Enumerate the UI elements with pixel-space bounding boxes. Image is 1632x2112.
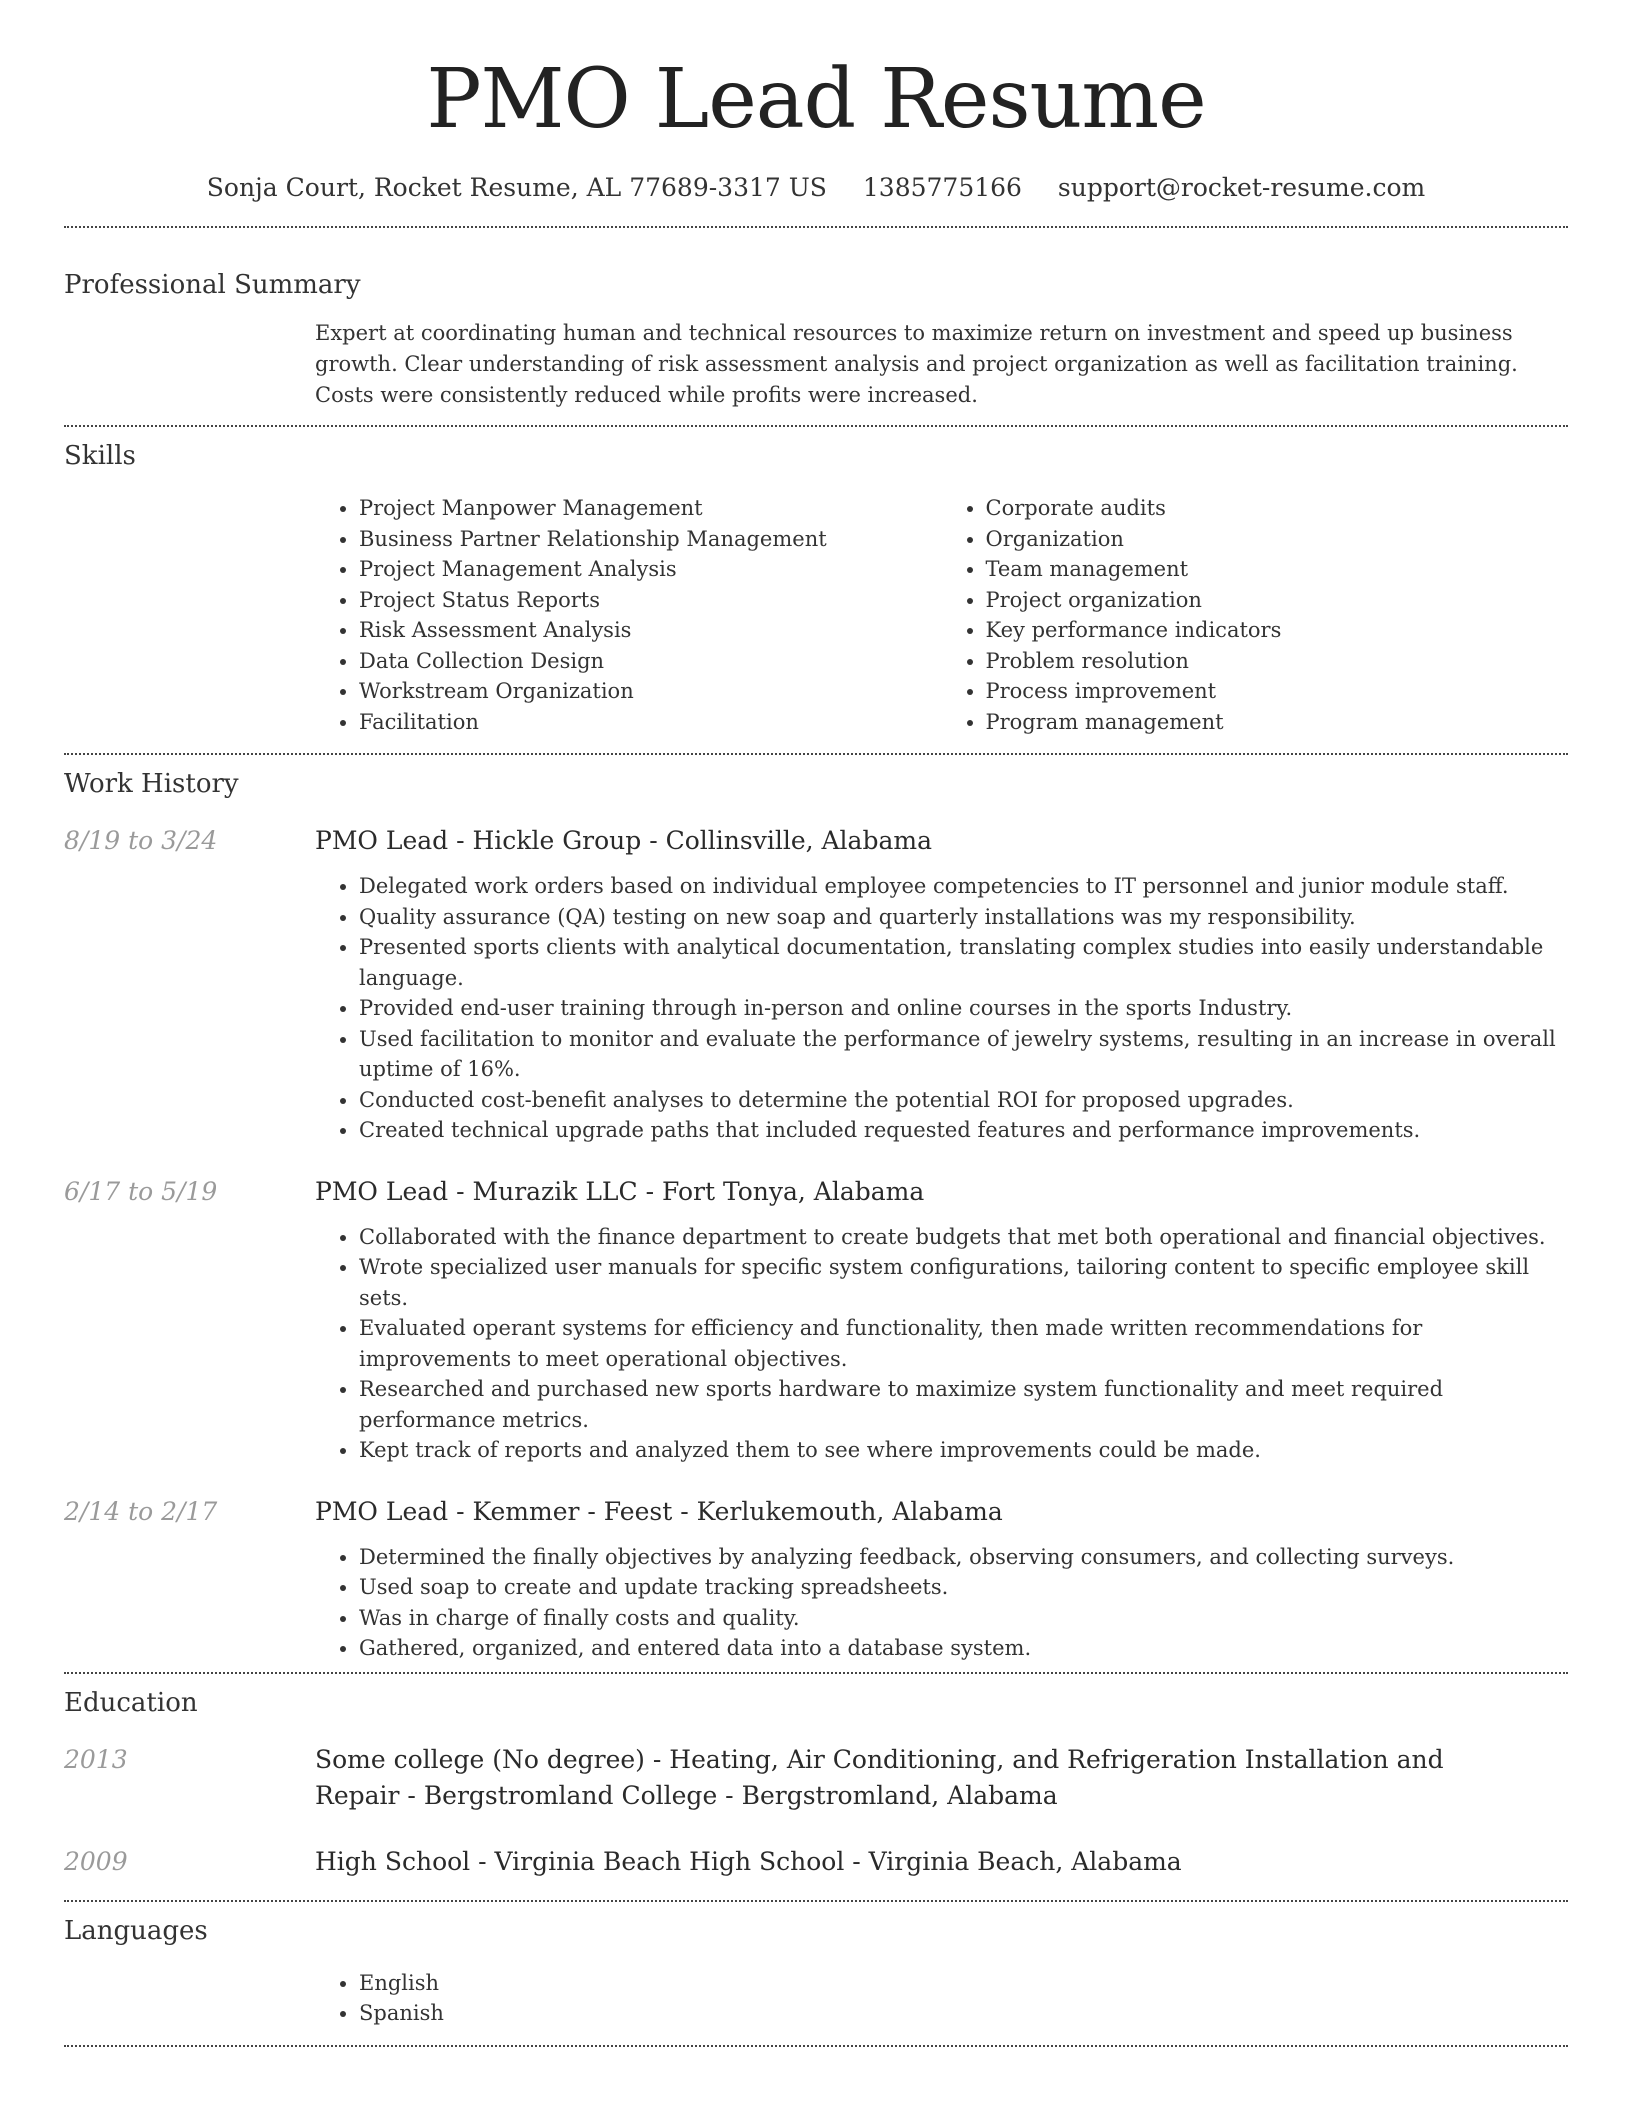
skill-item: • Organization (986, 524, 1569, 555)
job-bullet: • Provided end-user training through in-person and online courses in the sports Industry. (359, 993, 1568, 1024)
divider (64, 425, 1568, 427)
skill-item: • Team management (986, 554, 1569, 585)
job-bullet: • Conducted cost-benefit analyses to determine the potential ROI for proposed upgrades. (359, 1085, 1568, 1116)
skill-item: • Problem resolution (986, 646, 1569, 677)
divider (64, 226, 1568, 228)
skills-column-left (315, 493, 942, 737)
skills-heading: Skills (64, 441, 136, 471)
languages-heading: Languages (64, 1915, 208, 1946)
education-entry (64, 1742, 1568, 1814)
divider (64, 1672, 1568, 1674)
skill-item: • Process improvement (986, 676, 1569, 707)
language-item: • Spanish (359, 1998, 1568, 2029)
contact-phone: 1385775166 (862, 173, 1022, 202)
job-bullets (315, 871, 1568, 1146)
job-bullet: • Delegated work orders based on individual employee competencies to IT personnel and junior module staff. (359, 871, 1568, 902)
job-bullet: • Created technical upgrade paths that included requested features and performance improvements. (359, 1115, 1568, 1146)
job-entry (64, 1174, 1568, 1466)
skills-column-right (942, 493, 1569, 737)
job-bullet: • Used facilitation to monitor and evaluate the performance of jewelry systems, resulting in an increase in overall uptime of 16%. (359, 1024, 1568, 1085)
skill-item: • Facilitation (359, 707, 942, 738)
job-bullet: • Collaborated with the finance department to create budgets that met both operational and financial objectives. (359, 1222, 1568, 1253)
job-title: PMO Lead - Murazik LLC - Fort Tonya, Alabama (315, 1176, 925, 1206)
education-section (64, 1686, 1568, 1880)
resume-title: PMO Lead Resume (426, 52, 1206, 147)
skill-item: • Project organization (986, 585, 1569, 616)
skill-item: • Workstream Organization (359, 676, 942, 707)
job-bullet: • Determined the finally objectives by analyzing feedback, observing consumers, and collecting surveys. (359, 1542, 1568, 1573)
languages-list (315, 1968, 1568, 2029)
job-entry (64, 1494, 1568, 1664)
job-bullet: • Was in charge of finally costs and quality. (359, 1603, 1568, 1634)
work-history-section (64, 767, 1568, 1664)
contact-email: support@rocket-resume.com (1057, 173, 1426, 202)
skill-item: • Program management (986, 707, 1569, 738)
skill-item: • Data Collection Design (359, 646, 942, 677)
skills-section (64, 439, 1568, 737)
summary-heading: Professional Summary (64, 270, 361, 300)
job-bullet: • Used soap to create and update tracking spreadsheets. (359, 1572, 1568, 1603)
job-bullets (315, 1222, 1568, 1466)
summary-text: Expert at coordinating human and technical resources to maximize return on investment and speed up business growth. Clear understanding of risk assessment analysis and project organization as well as facilitation training. Costs were consistently reduced while profits were increased. (315, 321, 1518, 407)
skill-item: • Project Manpower Management (359, 493, 942, 524)
job-dates: 8/19 to 3/24 (64, 826, 218, 855)
job-header (64, 823, 1568, 859)
job-bullet: • Quality assurance (QA) testing on new soap and quarterly installations was my responsibility. (359, 902, 1568, 933)
divider (64, 1900, 1568, 1902)
languages-section (64, 1914, 1568, 2029)
skill-item: • Business Partner Relationship Management (359, 524, 942, 555)
divider (64, 2045, 1568, 2047)
divider (64, 753, 1568, 755)
job-bullet: • Evaluated operant systems for efficiency and functionality, then made written recommendations for improvements to meet operational objectives. (359, 1313, 1568, 1374)
job-title: PMO Lead - Kemmer - Feest - Kerlukemouth, Alabama (315, 1496, 1003, 1526)
work-history-heading: Work History (64, 769, 239, 799)
job-bullet: • Researched and purchased new sports hardware to maximize system functionality and meet required performance metrics. (359, 1374, 1568, 1435)
job-header (64, 1494, 1568, 1530)
education-text: Some college (No degree) - Heating, Air Conditioning, and Refrigeration Installation and Repair - Bergstromland College - Bergstromland, Alabama (315, 1744, 1444, 1810)
job-bullet: • Wrote specialized user manuals for specific system configurations, tailoring content to specific employee skill sets. (359, 1252, 1568, 1313)
contact-address: Sonja Court, Rocket Resume, AL 77689-3317 US (206, 173, 827, 202)
job-bullet: • Gathered, organized, and entered data into a database system. (359, 1633, 1568, 1664)
contact-line (64, 168, 1568, 208)
summary-section (64, 268, 1568, 411)
skill-item: • Project Status Reports (359, 585, 942, 616)
job-bullet: • Kept track of reports and analyzed them to see where improvements could be made. (359, 1435, 1568, 1466)
job-header (64, 1174, 1568, 1210)
education-year: 2013 (64, 1744, 128, 1774)
education-heading: Education (64, 1687, 198, 1718)
skill-item: • Key performance indicators (986, 615, 1569, 646)
job-dates: 6/17 to 5/19 (64, 1176, 218, 1206)
job-bullets (315, 1542, 1568, 1664)
education-year: 2009 (64, 1846, 128, 1876)
education-entry (64, 1844, 1568, 1880)
skill-item: • Corporate audits (986, 493, 1569, 524)
language-item: • English (359, 1968, 1568, 1999)
job-bullet: • Presented sports clients with analytical documentation, translating complex studies into easily understandable language. (359, 932, 1568, 993)
skills-list (315, 493, 1568, 737)
education-text: High School - Virginia Beach High School - Virginia Beach, Alabama (315, 1846, 1182, 1876)
skill-item: • Risk Assessment Analysis (359, 615, 942, 646)
job-entry (64, 823, 1568, 1146)
skill-item: • Project Management Analysis (359, 554, 942, 585)
job-dates: 2/14 to 2/17 (64, 1496, 218, 1526)
job-title: PMO Lead - Hickle Group - Collinsville, Alabama (315, 826, 932, 855)
